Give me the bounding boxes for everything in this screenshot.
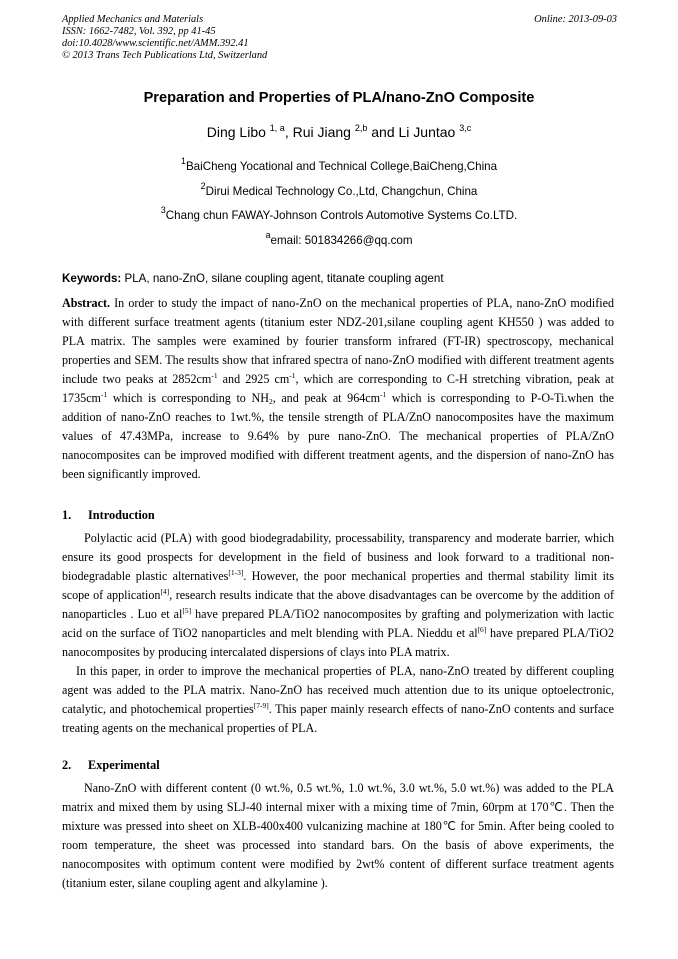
paragraph: Nano-ZnO with different content (0 wt.%, 0.5 wt.%, 1.0 wt.%, 3.0 wt.%, 5.0 wt.%) was added to the PLA matrix and mixed them by using SLJ-40 internal mixer with a mixing time of 7min, 60rpm at 170℃. Then the mixture was pressed into sheet on XLB-400x400 vulcanizing machine at 180℃ for 5min. After being cooled to room temperature, the sheet was processed into standard bars. On the basis of above experiments, the nanocomposites with optimum content were modified by 2wt% content of different surface treatment agents (titanium ester, silane coupling agent and alkylamine ). [62, 781, 614, 890]
abstract [62, 294, 614, 484]
affiliation-text: Dirui Medical Technology Co.,Ltd, Changchun, China [205, 185, 478, 198]
author-separator: , [284, 124, 293, 140]
affiliation [0, 205, 678, 222]
paragraph-text: Polylactic acid (PLA) with good biodegradability, processability, transparency and moderate barrier, which ensure its good prospects for development in the field of business and look forward to a traditional non-biodegradable plastic alternatives [62, 531, 614, 583]
abstract-text: which is corresponding to NH [107, 391, 269, 405]
section-heading-experimental [62, 758, 160, 773]
doi-line: doi:10.4028/www.scientific.net/AMM.392.41 [62, 38, 249, 49]
citation: [4] [160, 587, 170, 596]
section-number: 2. [62, 758, 72, 772]
paragraph-text: . However, the poor mechanical properties and thermal stability limit its scope of application [62, 569, 614, 602]
introduction-body [62, 529, 614, 738]
copyright-line: © 2013 Trans Tech Publications Ltd, Switzerland [62, 50, 268, 61]
section-number: 1. [62, 508, 72, 522]
author-affiliation-mark: 1, a [269, 123, 285, 133]
paragraph-text: have prepared PLA/TiO2 nanocomposites by grafting and polymerization with lactic acid on the surface of TiO2 nanoparticles and melt blending with PLA. Nieddu et al [62, 607, 614, 640]
abstract-text: and 2925 cm [217, 372, 290, 386]
author-list [0, 124, 678, 140]
affiliation-mark: 2 [200, 181, 206, 191]
affiliation-mark: 3 [160, 205, 166, 215]
author-name: Li Juntao [398, 124, 456, 140]
affiliation-text: BaiCheng Yocational and Technical College,BaiCheng,China [185, 160, 498, 173]
author-affiliation-mark: 3,c [459, 123, 472, 133]
paragraph-text: , research results indicate that the above disadvantages can be overcome by the addition of nanoparticles . Luo et al [62, 588, 615, 621]
abstract-text: In order to study the impact of nano-ZnO on the mechanical properties of PLA, nano-ZnO modified with different surface treatment agents (titanium ester NDZ-201,silane coupling agent KH550 ) was added to PLA matrix. The samples were examined by fourier transform infrared (FT-IR) spectroscopy, mechanical properties and SEM. The results show that infrared spectra of nano-ZnO modified with different treatment agents include two peaks at 2852cm [62, 296, 614, 386]
author-separator: and [367, 124, 399, 140]
affiliation [0, 181, 678, 198]
citation: [6] [477, 625, 487, 634]
subscript: 2 [268, 397, 273, 406]
section-title: Experimental [88, 758, 160, 772]
citation: [7-9] [253, 701, 269, 710]
paragraph [62, 662, 614, 738]
issn-line: ISSN: 1662-7482, Vol. 392, pp 41-45 [62, 26, 216, 37]
affiliation-mark: 1 [180, 156, 186, 166]
contact-email [0, 230, 678, 247]
affiliation-mark: a [265, 230, 271, 240]
abstract-text: , and peak at 964cm [272, 391, 381, 405]
paper-title: Preparation and Properties of PLA/nano-ZnO Composite [143, 90, 535, 106]
citation: [1-3] [228, 568, 244, 577]
abstract-text: , which are corresponding to C-H stretching vibration, peak at 1735cm [62, 372, 615, 405]
superscript: -1 [100, 390, 108, 399]
email-text: email: 501834266@qq.com [270, 234, 413, 247]
affiliation-text: Chang chun FAWAY-Johnson Controls Automotive Systems Co.LTD. [165, 209, 518, 222]
author-affiliation-mark: 2,b [354, 123, 368, 133]
superscript: -1 [211, 371, 218, 380]
paragraph-text: . This paper mainly research effects of nano-ZnO contents and surface treating agents on the mechanical properties of PLA. [62, 702, 614, 735]
superscript: -1 [380, 390, 387, 399]
paragraph [62, 529, 614, 662]
superscript: -1 [289, 371, 296, 380]
journal-header [62, 14, 617, 62]
keywords-label: Keywords: [62, 272, 122, 285]
paragraph-text: In this paper, in order to improve the mechanical properties of PLA, nano-ZnO treated by different coupling agent was added to the PLA matrix. Nano-ZnO has received much attention due to its unique optoelectronic, catalytic, and photochemical properties [62, 664, 614, 716]
experimental-body [62, 779, 614, 893]
journal-name: Applied Mechanics and Materials [62, 14, 204, 25]
citation: [5] [182, 606, 192, 615]
section-title: Introduction [88, 508, 155, 522]
abstract-text: which is corresponding to P-O-Ti.when the addition of nano-ZnO reaches to 1wt.%, the tensile strength of PLA/ZnO nanocomposites have the maximum values of 47.43MPa, increase to 9.64% by pure nano-ZnO. The mechanical properties of PLA/ZnO nanocomposites can be improved modified with different treatment agents, and the dispersion of nano-ZnO has been significantly improved. [62, 391, 614, 481]
keywords [62, 272, 622, 285]
author-name: Ding Libo [206, 124, 266, 140]
abstract-label: Abstract. [62, 296, 111, 310]
paragraph-text: have prepared PLA/TiO2 nanocomposites by producing intercalated dispersions of clays into PLA matrix. [62, 626, 614, 659]
online-date: Online: 2013-09-03 [534, 14, 617, 25]
author-name: Rui Jiang [292, 124, 351, 140]
section-heading-introduction [62, 508, 155, 523]
affiliation [0, 156, 678, 173]
keywords-text: PLA, nano-ZnO, silane coupling agent, titanate coupling agent [121, 272, 444, 285]
